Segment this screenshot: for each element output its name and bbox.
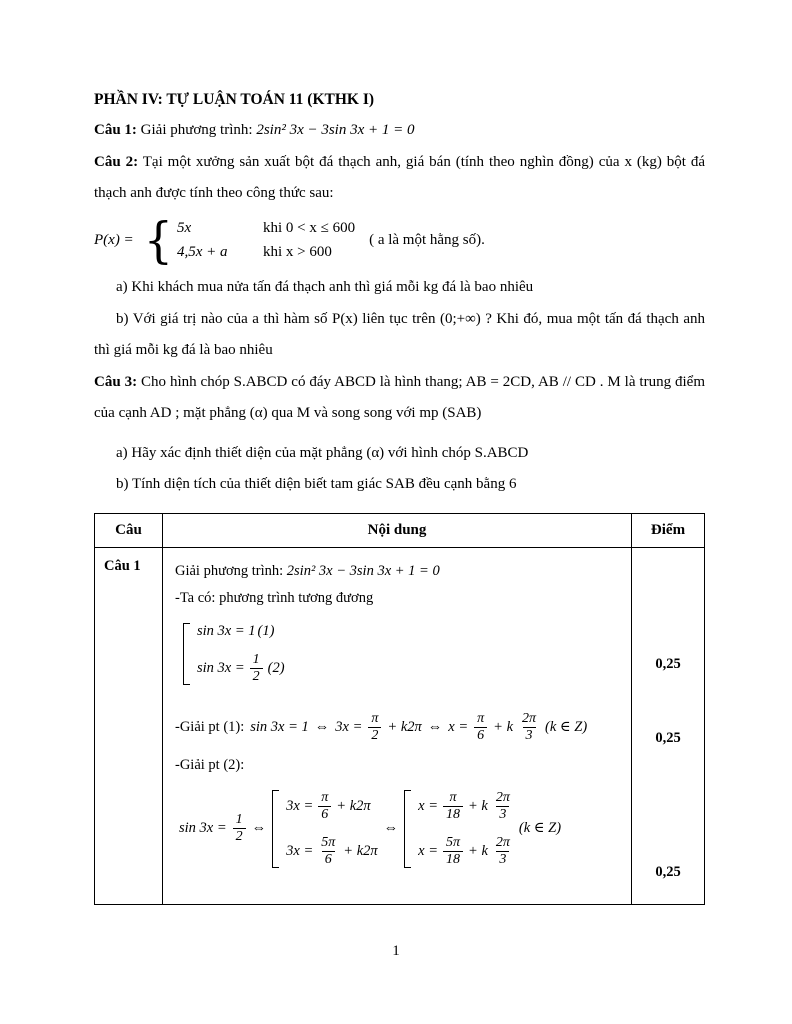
case-expression: 4,5x + a: [176, 244, 228, 261]
denominator: 2: [250, 668, 263, 685]
fraction-pi-6: [474, 711, 487, 744]
cau2-label: Câu 2:: [94, 153, 139, 170]
fraction-pi-6: [318, 790, 331, 823]
cau1-label: Câu 1:: [94, 122, 137, 138]
cau3-intro: Cho hình chóp S.ABCD có đáy ABCD là hình thang; AB = 2CD, AB // CD . M là trung điểm của cạnh AD ; mặt phẳng (α) qua M và song song với mp (SAB): [94, 373, 705, 421]
numerator: 2π: [495, 834, 510, 850]
numerator: π: [321, 789, 329, 805]
iff-symbol: ⇔: [314, 718, 330, 735]
solve-pt1-label: -Giải pt (1):: [175, 718, 245, 735]
equation-1: sin 3x = 1: [197, 622, 256, 639]
fraction-one-half: [250, 652, 263, 685]
table-header-diem: Điểm: [632, 514, 704, 548]
equation-tail: + k2π: [343, 842, 378, 859]
document-content: [94, 84, 705, 905]
equation: x =: [418, 797, 439, 814]
solve-pt2-label: -Giải pt (2):: [175, 756, 245, 773]
solve-pt1-kterm: + k: [493, 718, 514, 735]
fraction-2pi-3: [493, 835, 513, 868]
formula-note: ( a là một hằng số).: [369, 232, 485, 249]
fraction-2pi-3: [493, 790, 513, 823]
equation-kterm: + k: [468, 842, 488, 859]
solution-line1-label: Giải phương trình:: [175, 562, 284, 579]
fraction-pi-2: [368, 711, 381, 744]
iff-symbol: ⇔: [383, 820, 399, 837]
table-row-solution-cell: [163, 548, 632, 904]
fraction-5pi-6: [318, 835, 338, 868]
section-title: PHẦN IV: TỰ LUẬN TOÁN 11 (KTHK I): [94, 91, 375, 108]
solve-pt1-step: 3x =: [335, 718, 363, 735]
cau3-label: Câu 3:: [94, 373, 138, 390]
cau2-intro: Tại một xưởng sản xuất bột đá thạch anh, giá bán (tính theo nghìn đồng) của x (kg) bột đá thạch anh được tính theo công thức sau:: [94, 153, 706, 201]
solution-system-2b: [404, 790, 513, 868]
numerator: π: [477, 710, 485, 726]
numerator: 5π: [321, 834, 336, 850]
fraction-5pi-18: [443, 835, 463, 868]
formula-lhs: P(x) =: [94, 232, 134, 249]
denominator: 6: [474, 727, 487, 744]
solution-line1-equation: 2sin² 3x − 3sin 3x + 1 = 0: [286, 562, 440, 579]
page-number: 1: [392, 943, 400, 959]
table-header-noidung: Nội dung: [163, 514, 632, 548]
system-row: [418, 790, 513, 823]
system-row: [286, 835, 378, 868]
denominator: 18: [443, 851, 463, 868]
cau2-item-b: b) Với giá trị nào của a thì hàm số P(x) liên tục trên (0;+∞) ? Khi đó, mua một tấn đá thạch anh thì giá mỗi kg đá là bao nhiêu: [94, 310, 705, 358]
system-row: [418, 835, 513, 868]
left-bracket-symbol: [404, 790, 411, 868]
denominator: 3: [523, 727, 536, 744]
table-row-points-cell: [632, 548, 704, 904]
denominator: 2: [233, 828, 246, 845]
case-condition: khi x > 600: [262, 244, 332, 261]
case-condition: khi 0 < x ≤ 600: [262, 219, 356, 236]
numerator: 1: [235, 812, 243, 828]
fraction-2pi-3: [519, 711, 539, 744]
system-row: [286, 790, 378, 823]
cau1-intro: Giải phương trình:: [140, 122, 253, 138]
denominator: 6: [322, 851, 335, 868]
numerator: π: [371, 710, 379, 726]
equation-kterm: + k: [468, 797, 488, 814]
system-row: [197, 623, 285, 640]
points-value: 0,25: [655, 655, 681, 672]
cau3-problem: [94, 367, 705, 430]
table-header-cau: Câu: [95, 514, 163, 548]
numerator: π: [449, 789, 457, 805]
equation-2: sin 3x =: [197, 659, 245, 676]
solve-pt1-eq: sin 3x = 1: [250, 718, 309, 735]
solution-line-1: [175, 558, 619, 586]
left-brace-symbol: {: [143, 211, 173, 269]
numerator: 2π: [495, 789, 510, 805]
left-bracket-symbol: [183, 623, 190, 685]
solve-pt1-domain: (k ∈ Z): [545, 718, 588, 735]
fraction-one-half: [233, 812, 246, 845]
solution-line-2: -Ta có: phương trình tương đương: [175, 590, 374, 607]
cases-list: [177, 218, 355, 265]
denominator: 6: [318, 806, 331, 823]
iff-symbol: ⇔: [251, 820, 267, 837]
cau2-item-a: a) Khi khách mua nửa tấn đá thạch anh thì giá mỗi kg đá là bao nhiêu: [116, 279, 534, 295]
system-rows: [197, 623, 285, 685]
equation-tail: + k2π: [336, 797, 371, 814]
case-row: [177, 218, 355, 240]
numerator: 5π: [446, 834, 461, 850]
solution-system-1: [183, 623, 285, 685]
table-row-question-cell: [95, 548, 163, 904]
cau3-item-b: b) Tính diện tích của thiết diện biết tam giác SAB đều cạnh bằng 6: [116, 476, 517, 492]
equation-1-tag: (1): [257, 622, 275, 639]
piecewise-function: [94, 211, 705, 269]
solve-pt2-line: [179, 790, 619, 868]
cau1-equation: 2sin² 3x − 3sin 3x + 1 = 0: [256, 122, 415, 138]
solution-system-2a: [272, 790, 378, 868]
solve-pt2-domain: (k ∈ Z): [518, 820, 562, 837]
points-value: 0,25: [655, 729, 681, 746]
solve-pt1-line: [175, 711, 619, 744]
system-row: [197, 652, 285, 685]
question-id: Câu 1: [104, 557, 141, 574]
solve-pt1-term: + k2π: [387, 718, 422, 735]
fraction-pi-18: [443, 790, 463, 823]
numerator: 2π: [522, 710, 537, 726]
equation: x =: [418, 842, 439, 859]
equation-2-tag: (2): [267, 659, 285, 676]
case-expression: 5x: [176, 219, 192, 236]
case-row: [177, 242, 355, 264]
left-bracket-symbol: [272, 790, 279, 868]
system-rows: [418, 790, 513, 868]
cau1-problem: [94, 115, 705, 147]
equation: 3x =: [286, 842, 314, 859]
iff-symbol: ⇔: [427, 718, 443, 735]
cau3-item-a: a) Hãy xác định thiết diện của mặt phẳng (α) với hình chóp S.ABCD: [116, 444, 529, 461]
equation: 3x =: [286, 797, 314, 814]
denominator: 2: [368, 727, 381, 744]
denominator: 18: [443, 806, 463, 823]
points-value: 0,25: [655, 863, 681, 880]
denominator: 3: [496, 806, 509, 823]
cau2-problem: [94, 147, 705, 210]
denominator: 3: [496, 851, 509, 868]
solve-pt2-eq: sin 3x =: [179, 820, 227, 837]
grading-table: [94, 513, 705, 905]
solve-pt1-result: x =: [448, 718, 469, 735]
numerator: 1: [252, 651, 260, 667]
system-rows: [286, 790, 378, 868]
